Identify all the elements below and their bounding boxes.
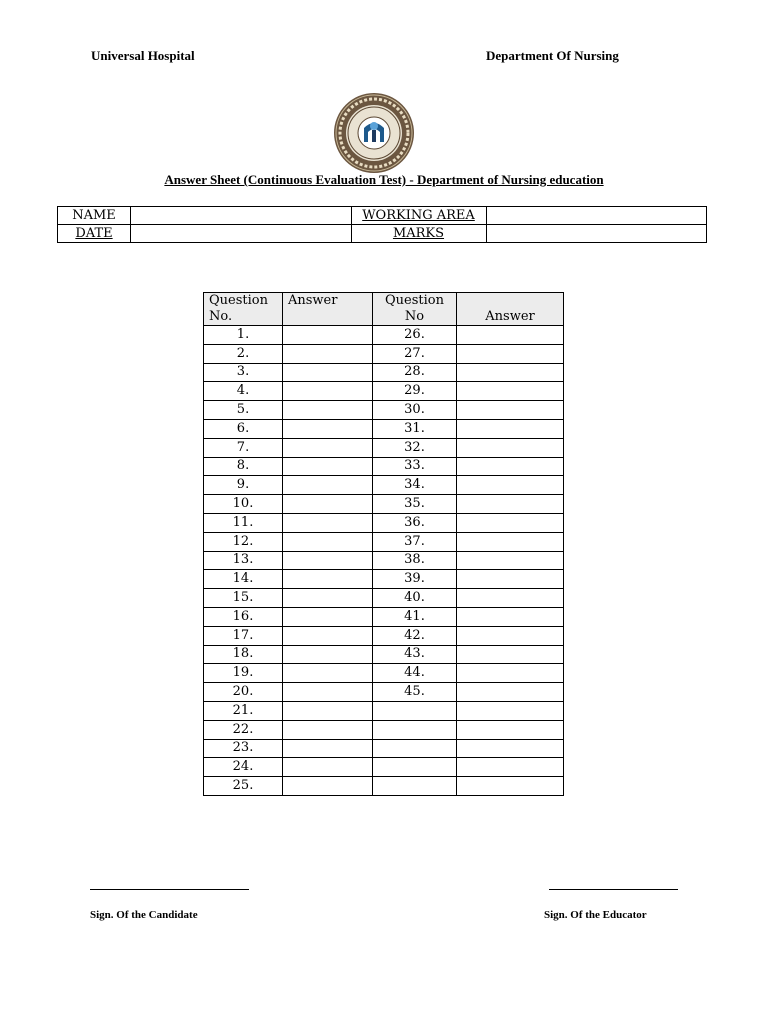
answer-cell-2[interactable] [457, 457, 564, 476]
answer-cell-2[interactable] [457, 438, 564, 457]
answer-table [203, 292, 564, 796]
table-row [204, 344, 564, 363]
answer-cell-2[interactable] [457, 363, 564, 382]
answer-cell[interactable] [283, 326, 373, 345]
table-row [204, 720, 564, 739]
answer-cell[interactable] [283, 758, 373, 777]
answer-cell-2[interactable] [457, 645, 564, 664]
answer-cell[interactable] [283, 438, 373, 457]
question-number: 23. [204, 739, 283, 758]
table-row [204, 551, 564, 570]
table-row [204, 326, 564, 345]
question-number-2: 30. [373, 401, 457, 420]
answer-cell[interactable] [283, 626, 373, 645]
answer-cell-2[interactable] [457, 382, 564, 401]
question-number: 14. [204, 570, 283, 589]
question-number-2: 39. [373, 570, 457, 589]
question-number-2: 29. [373, 382, 457, 401]
answer-cell-2[interactable] [457, 701, 564, 720]
answer-cell-2[interactable] [457, 626, 564, 645]
answer-cell[interactable] [283, 532, 373, 551]
answer-cell[interactable] [283, 457, 373, 476]
answer-cell-2[interactable] [457, 326, 564, 345]
table-row [204, 664, 564, 683]
educator-signature-line[interactable] [549, 889, 678, 890]
table-row [204, 683, 564, 702]
table-row [204, 739, 564, 758]
department-name: Department Of Nursing [486, 48, 619, 63]
answer-cell[interactable] [283, 701, 373, 720]
question-number-2: 42. [373, 626, 457, 645]
answer-cell-2[interactable] [457, 495, 564, 514]
question-number: 19. [204, 664, 283, 683]
question-number-2: 27. [373, 344, 457, 363]
answer-cell[interactable] [283, 476, 373, 495]
question-number: 6. [204, 419, 283, 438]
answer-cell[interactable] [283, 570, 373, 589]
candidate-signature-label: Sign. Of the Candidate [90, 909, 198, 921]
table-row [204, 532, 564, 551]
table-row [204, 570, 564, 589]
hospital-name: Universal Hospital [91, 48, 195, 63]
question-number: 11. [204, 513, 283, 532]
answer-cell[interactable] [283, 551, 373, 570]
question-number: 16. [204, 607, 283, 626]
question-number-2 [373, 739, 457, 758]
table-row [204, 495, 564, 514]
question-number: 7. [204, 438, 283, 457]
question-number-2: 32. [373, 438, 457, 457]
question-no-header: Question No. [204, 293, 283, 326]
table-row [204, 777, 564, 796]
marks-field[interactable] [486, 225, 707, 243]
answer-cell-2[interactable] [457, 419, 564, 438]
answer-cell[interactable] [283, 344, 373, 363]
answer-cell-2[interactable] [457, 683, 564, 702]
question-number: 9. [204, 476, 283, 495]
answer-cell[interactable] [283, 777, 373, 796]
table-row [204, 476, 564, 495]
question-number: 1. [204, 326, 283, 345]
table-row [204, 513, 564, 532]
table-row [204, 457, 564, 476]
question-number-2: 43. [373, 645, 457, 664]
table-row [204, 382, 564, 401]
answer-cell[interactable] [283, 607, 373, 626]
answer-cell-2[interactable] [457, 589, 564, 608]
answer-cell-2[interactable] [457, 777, 564, 796]
answer-cell[interactable] [283, 382, 373, 401]
table-row [204, 438, 564, 457]
answer-cell[interactable] [283, 683, 373, 702]
table-row [204, 758, 564, 777]
candidate-info-table [57, 206, 707, 243]
name-label: NAME [58, 207, 131, 225]
answer-cell[interactable] [283, 739, 373, 758]
question-number: 5. [204, 401, 283, 420]
educator-signature-label: Sign. Of the Educator [544, 909, 647, 921]
question-number: 22. [204, 720, 283, 739]
table-row [204, 363, 564, 382]
answer-cell-2[interactable] [457, 739, 564, 758]
answer-cell-2[interactable] [457, 344, 564, 363]
candidate-signature-line[interactable] [90, 889, 249, 890]
answer-sheet-title: Answer Sheet (Continuous Evaluation Test) - Department of Nursing education [164, 172, 604, 187]
question-number: 3. [204, 363, 283, 382]
question-number: 4. [204, 382, 283, 401]
question-number-2: 26. [373, 326, 457, 345]
table-row [204, 645, 564, 664]
question-number: 15. [204, 589, 283, 608]
question-number: 18. [204, 645, 283, 664]
question-number: 8. [204, 457, 283, 476]
table-row [204, 607, 564, 626]
question-number: 2. [204, 344, 283, 363]
answer-cell[interactable] [283, 363, 373, 382]
answer-cell[interactable] [283, 720, 373, 739]
answer-cell[interactable] [283, 645, 373, 664]
answer-cell[interactable] [283, 589, 373, 608]
question-no-header-2: Question No [373, 293, 457, 326]
question-number: 13. [204, 551, 283, 570]
question-number: 24. [204, 758, 283, 777]
question-number-2 [373, 758, 457, 777]
answer-cell-2[interactable] [457, 607, 564, 626]
answer-cell-2[interactable] [457, 532, 564, 551]
marks-label: MARKS [351, 225, 486, 243]
answer-table-header [204, 293, 564, 326]
question-number-2: 44. [373, 664, 457, 683]
name-field[interactable] [131, 207, 352, 225]
date-field[interactable] [131, 225, 352, 243]
question-number: 10. [204, 495, 283, 514]
question-number-2: 31. [373, 419, 457, 438]
question-number-2: 37. [373, 532, 457, 551]
question-number: 21. [204, 701, 283, 720]
answer-cell-2[interactable] [457, 476, 564, 495]
answer-cell-2[interactable] [457, 401, 564, 420]
question-number-2: 38. [373, 551, 457, 570]
answer-cell-2[interactable] [457, 551, 564, 570]
answer-cell-2[interactable] [457, 570, 564, 589]
question-number: 17. [204, 626, 283, 645]
answer-cell[interactable] [283, 513, 373, 532]
question-number-2: 40. [373, 589, 457, 608]
question-number: 12. [204, 532, 283, 551]
answer-cell[interactable] [283, 664, 373, 683]
table-row [204, 626, 564, 645]
question-number-2: 36. [373, 513, 457, 532]
question-number-2: 34. [373, 476, 457, 495]
question-number-2 [373, 777, 457, 796]
table-row [204, 401, 564, 420]
answer-cell[interactable] [283, 419, 373, 438]
question-number-2 [373, 720, 457, 739]
question-number: 20. [204, 683, 283, 702]
question-number-2: 35. [373, 495, 457, 514]
answer-header-2: Answer [457, 293, 564, 326]
working-area-label: WORKING AREA [351, 207, 486, 225]
university-seal-icon [333, 92, 415, 174]
question-number-2: 41. [373, 607, 457, 626]
working-area-field[interactable] [486, 207, 707, 225]
question-number-2: 45. [373, 683, 457, 702]
answer-cell[interactable] [283, 401, 373, 420]
date-label: DATE [58, 225, 131, 243]
answer-cell-2[interactable] [457, 720, 564, 739]
table-row [204, 589, 564, 608]
question-number: 25. [204, 777, 283, 796]
answer-header: Answer [283, 293, 373, 326]
answer-cell-2[interactable] [457, 513, 564, 532]
question-number-2 [373, 701, 457, 720]
question-number-2: 33. [373, 457, 457, 476]
answer-cell[interactable] [283, 495, 373, 514]
answer-cell-2[interactable] [457, 664, 564, 683]
answer-cell-2[interactable] [457, 758, 564, 777]
table-row [204, 701, 564, 720]
question-number-2: 28. [373, 363, 457, 382]
table-row [204, 419, 564, 438]
